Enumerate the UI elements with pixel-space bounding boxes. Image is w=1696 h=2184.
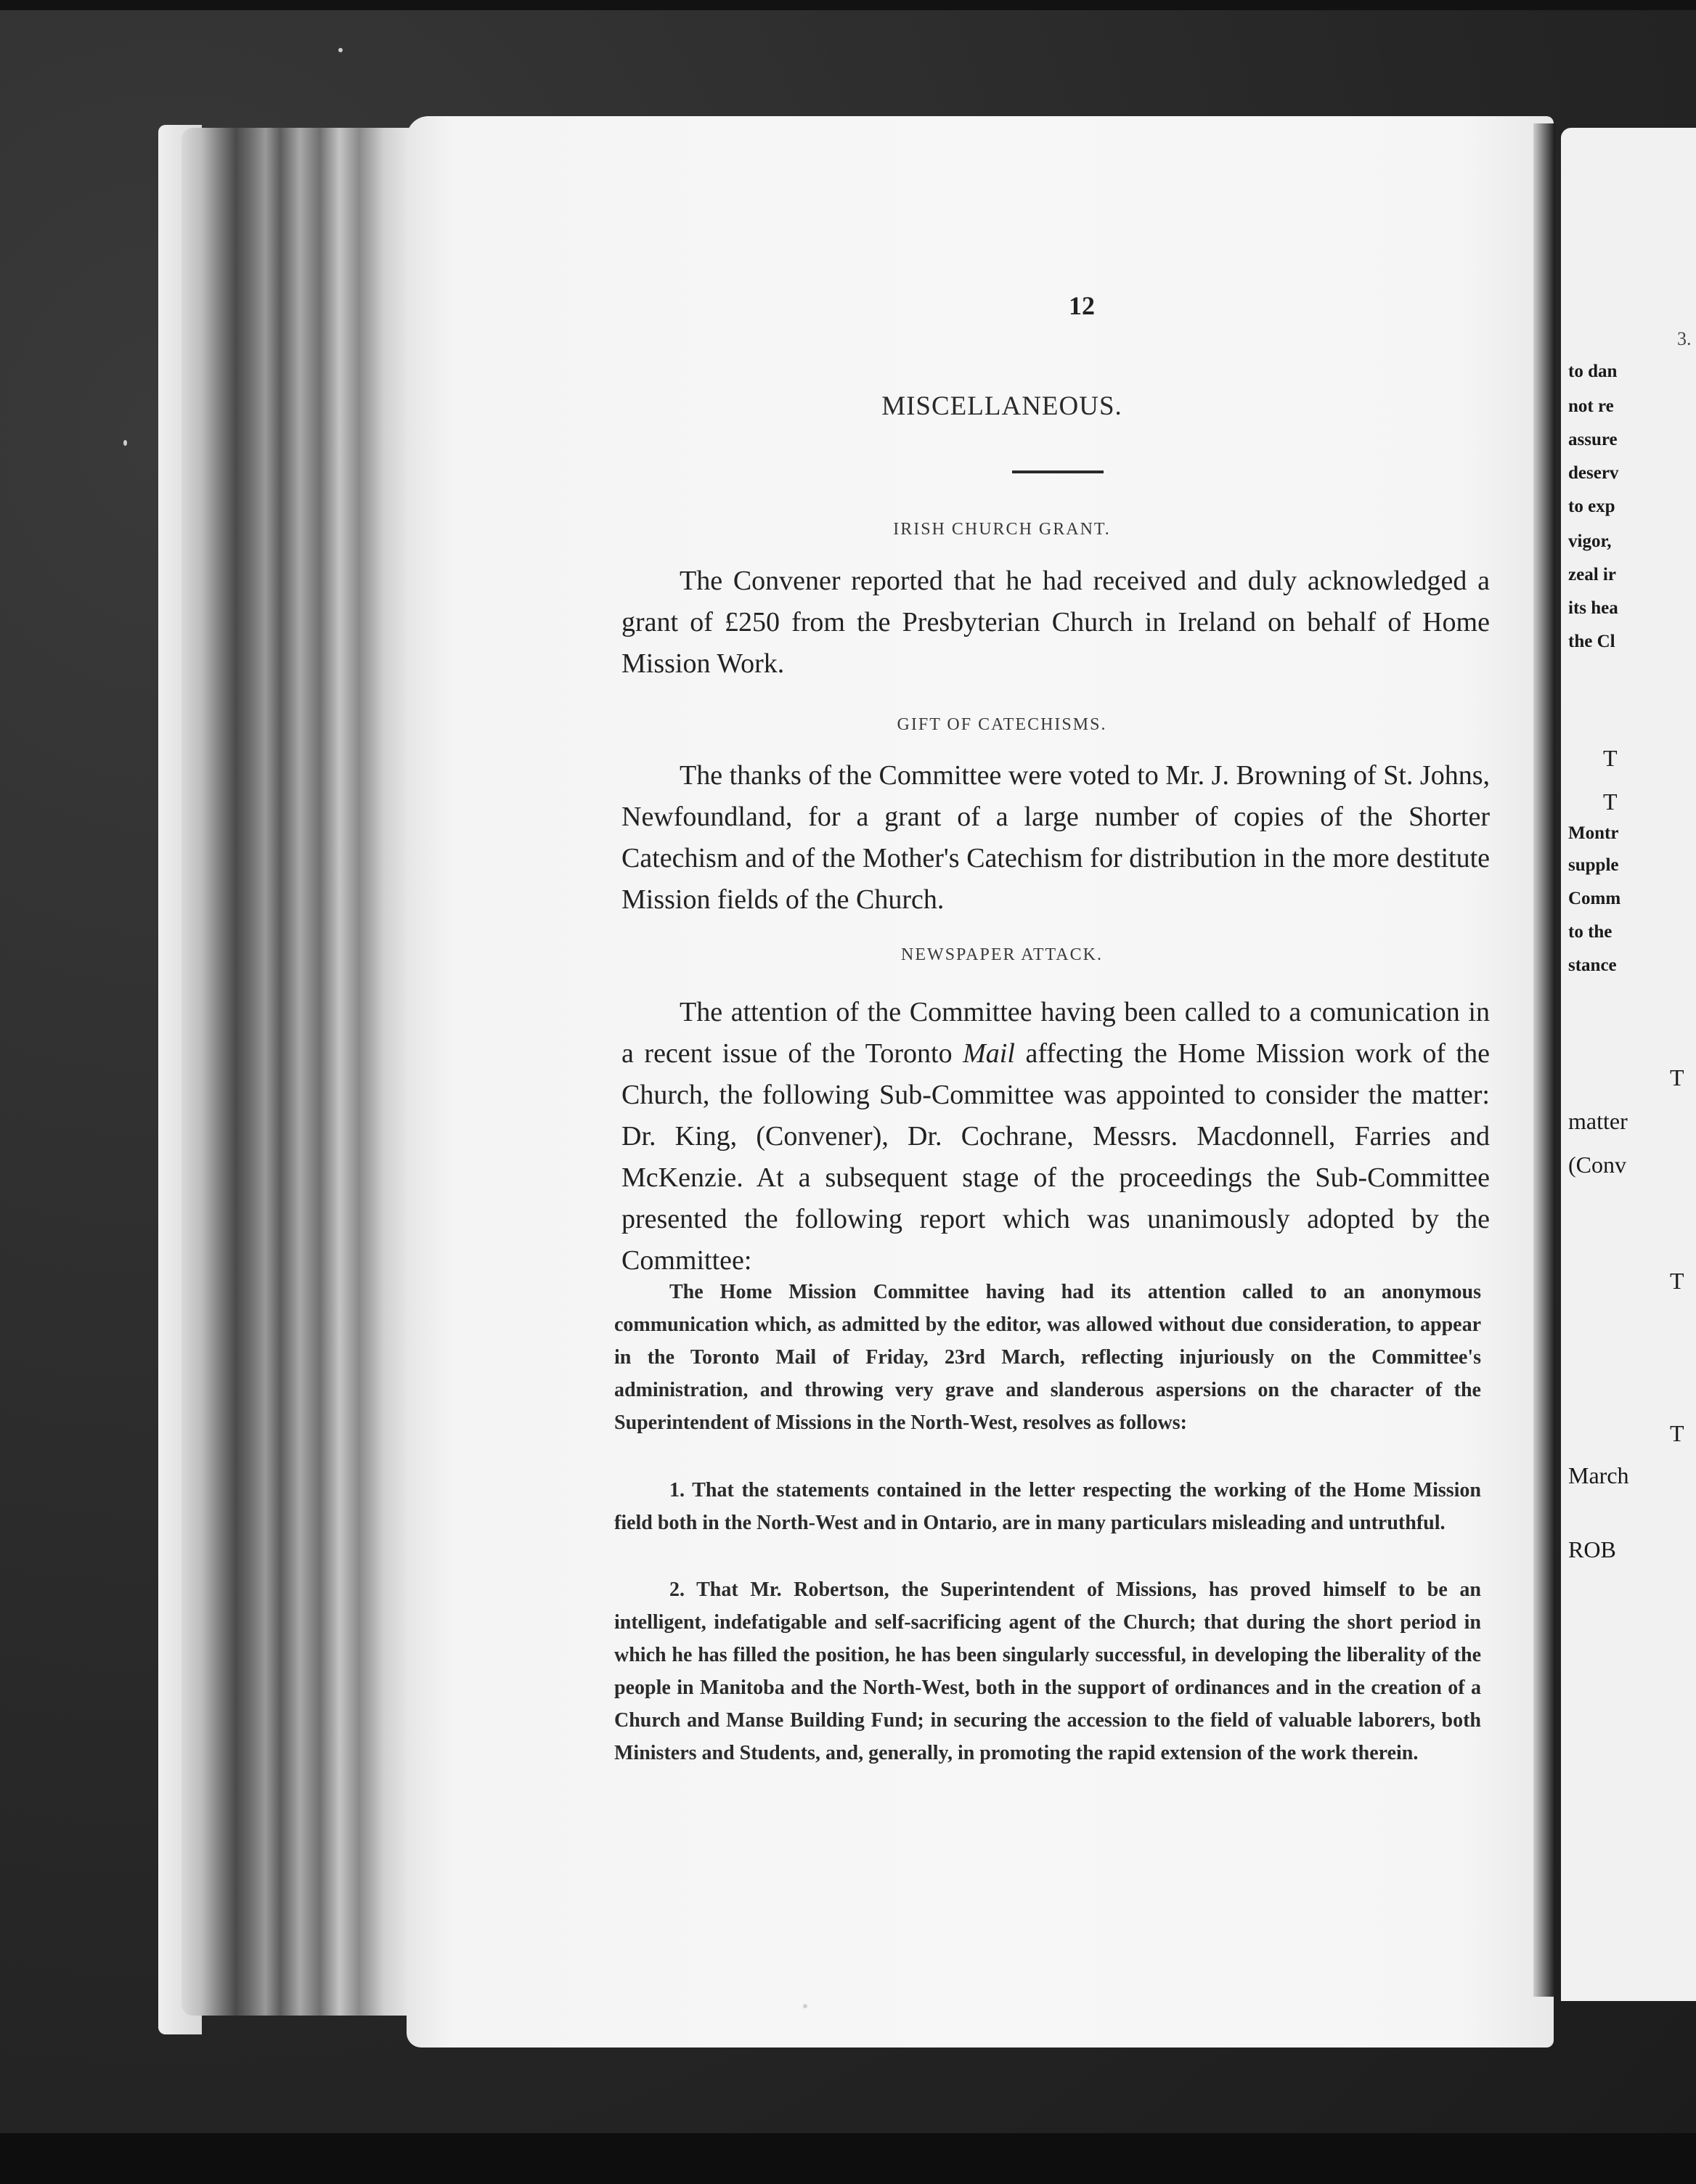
resolution-item-1: 1. That the statements contained in the letter respecting the working of the Home Mission field both in the North-West and in Ontario, are in many particulars misleading and untruthful. — [614, 1479, 1481, 1534]
facing-page-text: T — [1603, 745, 1618, 771]
facing-page-text: stance — [1568, 956, 1617, 975]
facing-page-text: the Cl — [1568, 632, 1615, 651]
newspaper-name: Mail — [963, 1038, 1015, 1069]
paragraph-newspaper-attack — [621, 992, 1490, 1282]
page-stack-fore-edge — [182, 128, 428, 2016]
facing-page-text: T — [1670, 1420, 1684, 1446]
facing-page-text: to exp — [1568, 497, 1615, 516]
paragraph-gift-of-catechisms: The thanks of the Committee were voted to Mr. J. Browning of St. Johns, Newfoundland, for a grant of a large number of copies of the Shorter Catechism and of the Mother's Catechism for distribution in the more destitute Mission fields of the Church. — [621, 760, 1490, 915]
paragraph-irish-church-grant: The Convener reported that he had received and duly acknowledged a grant of £250 from the Presbyterian Church in Ireland on behalf of Home Mission Work. — [621, 566, 1490, 679]
facing-page-fragment — [1561, 128, 1696, 2001]
page-number: 12 — [1069, 291, 1095, 320]
facing-page-text: T — [1670, 1268, 1684, 1294]
facing-page-text: T — [1670, 1064, 1684, 1091]
scan-top-border — [0, 0, 1696, 10]
facing-page-text: supple — [1568, 855, 1619, 875]
resolution-item-2: 2. That Mr. Robertson, the Superintendent of Missions, has proved himself to be an intelligent, indefatigable and self-sacrificing agent of the Church; that during the short period in which he has filled the position, he has been singularly successful, in developing the liberality of the people in Manitoba and the North-West, both in the support of ordinances and in the creation of a Church and Manse Building Fund; in securing the accession to the field of valuable laborers, both Ministers and Students, and, generally, in promoting the rapid extension of the work therein. — [614, 1578, 1481, 1764]
facing-page-text: (Conv — [1568, 1152, 1626, 1178]
title-divider — [1012, 470, 1104, 473]
facing-page-text: to dan — [1568, 362, 1618, 381]
paragraph-text: affecting the Home Mission work of the Church, the following Sub-Committee was appointed to consider the matter: Dr. King, (Convener), Dr. Cochrane, Messrs. Macdonnell, Farries and McKenzie. At a subsequent stage of the proceedings the Sub-Committee presented the following report which was unanimously adopted by the Committee: — [621, 1038, 1491, 1276]
facing-page-text: matter — [1568, 1108, 1628, 1134]
facing-page-text: its hea — [1568, 598, 1618, 618]
facing-page-text: assure — [1568, 430, 1618, 449]
facing-page-text: not re — [1568, 396, 1614, 416]
scan-speck — [123, 440, 127, 446]
facing-page-text: zeal ir — [1568, 565, 1616, 584]
facing-page-text: deserv — [1568, 463, 1619, 483]
facing-page-text: Comm — [1568, 889, 1621, 908]
section-heading-newspaper-attack: NEWSPAPER ATTACK. — [901, 945, 1103, 964]
section-heading-gift-of-catechisms: GIFT OF CATECHISMS. — [897, 715, 1107, 734]
facing-page-text: 3. — [1677, 328, 1692, 349]
resolution-preamble: The Home Mission Committee having had its attention called to an anonymous communication which, as admitted by the editor, was allowed without due consideration, to appear in the Toronto Mail of Friday, 23rd March, reflecting injuriously on the Committee's administration, and throwing very grave and slanderous aspersions on the character of the Superintendent of Missions in the North-West, resolves as follows: — [614, 1281, 1481, 1434]
book-gutter — [1533, 123, 1555, 1997]
scan-speck — [338, 48, 343, 52]
section-heading-irish-church-grant: IRISH CHURCH GRANT. — [893, 520, 1111, 539]
facing-page-text: T — [1603, 789, 1618, 815]
page-title: MISCELLANEOUS. — [881, 391, 1122, 421]
scan-bottom-border — [0, 2133, 1696, 2184]
facing-page-text: to the — [1568, 922, 1613, 942]
facing-page-text: March — [1568, 1462, 1629, 1488]
facing-page-text: Montr — [1568, 823, 1619, 843]
scan-speck — [803, 2004, 807, 2008]
facing-page-text: ROB — [1568, 1536, 1616, 1562]
paragraph-text: The attention of the Committee having been called to a comunication in a recent issue of the Toronto — [621, 997, 1490, 1069]
facing-page-text: vigor, — [1568, 531, 1612, 551]
